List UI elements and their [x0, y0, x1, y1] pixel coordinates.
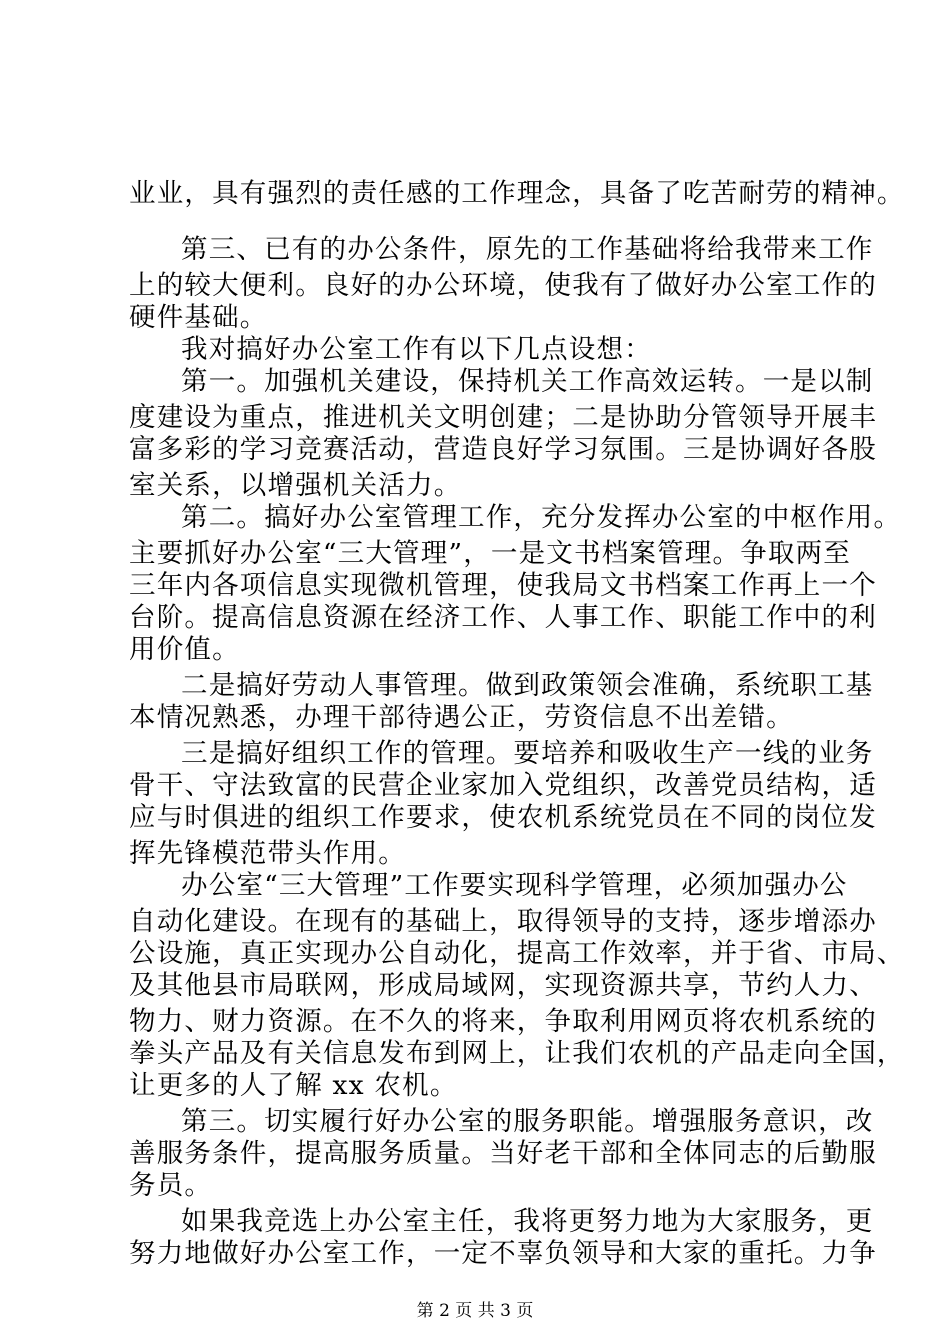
paragraph-first-line: 我对搞好办公室工作有以下几点设想：: [181, 334, 652, 365]
text-line: 应与时俱进的组织工作要求，使农机系统党员在不同的岗位发: [129, 802, 877, 833]
text-line: 善服务条件，提高服务质量。当好老干部和全体同志的后勤服: [129, 1138, 877, 1169]
text-line: 室关系，以增强机关活力。: [129, 470, 462, 501]
text-line: 物力、财力资源。在不久的将来，争取利用网页将农机系统的: [129, 1006, 877, 1037]
paragraph-first-line: 第三、已有的办公条件，原先的工作基础将给我带来工作: [181, 234, 874, 265]
text-line: 台阶。提高信息资源在经济工作、人事工作、职能工作中的利: [129, 602, 877, 633]
text-line: 用价值。: [129, 634, 240, 665]
text-line: 硬件基础。: [129, 302, 268, 333]
text-line: 富多彩的学习竞赛活动，营造良好学习氛围。三是协调好各股: [129, 434, 877, 465]
paragraph-first-line: 如果我竞选上办公室主任，我将更努力地为大家服务，更: [181, 1206, 874, 1237]
paragraph-first-line: 二是搞好劳动人事管理。做到政策领会准确，系统职工基: [181, 670, 874, 701]
paragraph-first-line: 三是搞好组织工作的管理。要培养和吸收生产一线的业务: [181, 738, 874, 769]
paragraph-first-line: 第一。加强机关建设，保持机关工作高效运转。一是以制: [181, 366, 874, 397]
text-line: 拳头产品及有关信息发布到网上，让我们农机的产品走向全国，: [129, 1038, 905, 1069]
text-line: 自动化建设。在现有的基础上，取得领导的支持，逐步增添办: [129, 906, 877, 937]
text-line: 务员。: [129, 1170, 213, 1201]
text-line: 度建设为重点，推进机关文明创建；二是协助分管领导开展丰: [129, 402, 877, 433]
text-line: 上的较大便利。良好的办公环境，使我有了做好办公室工作的: [129, 270, 877, 301]
text-line: 业业，具有强烈的责任感的工作理念，具备了吃苦耐劳的精神。: [129, 178, 905, 209]
text-line: 及其他县市局联网，形成局域网，实现资源共享，节约人力、: [129, 970, 877, 1001]
text-line: 努力地做好办公室工作，一定不辜负领导和大家的重托。力争: [129, 1238, 877, 1269]
text-line: 主要抓好办公室“三大管理”，一是文书档案管理。争取两至: [129, 538, 851, 569]
text-line: 公设施，真正实现办公自动化，提高工作效率，并于省、市局、: [129, 938, 905, 969]
page-number-footer: 第 2 页 共 3 页: [416, 1301, 534, 1321]
text-line: 本情况熟悉，办理干部待遇公正，劳资信息不出差错。: [129, 702, 794, 733]
paragraph-first-line: 第三。切实履行好办公室的服务职能。增强服务意识，改: [181, 1106, 874, 1137]
text-line: 让更多的人了解 xx 农机。: [129, 1070, 458, 1101]
paragraph-first-line: 第二。搞好办公室管理工作，充分发挥办公室的中枢作用。: [181, 502, 902, 533]
paragraph-first-line: 办公室“三大管理”工作要实现科学管理，必须加强办公: [181, 870, 848, 901]
text-line: 挥先锋模范带头作用。: [129, 838, 406, 869]
text-line: 骨干、守法致富的民营企业家加入党组织，改善党员结构，适: [129, 770, 877, 801]
text-line: 三年内各项信息实现微机管理，使我局文书档案工作再上一个: [129, 570, 877, 601]
